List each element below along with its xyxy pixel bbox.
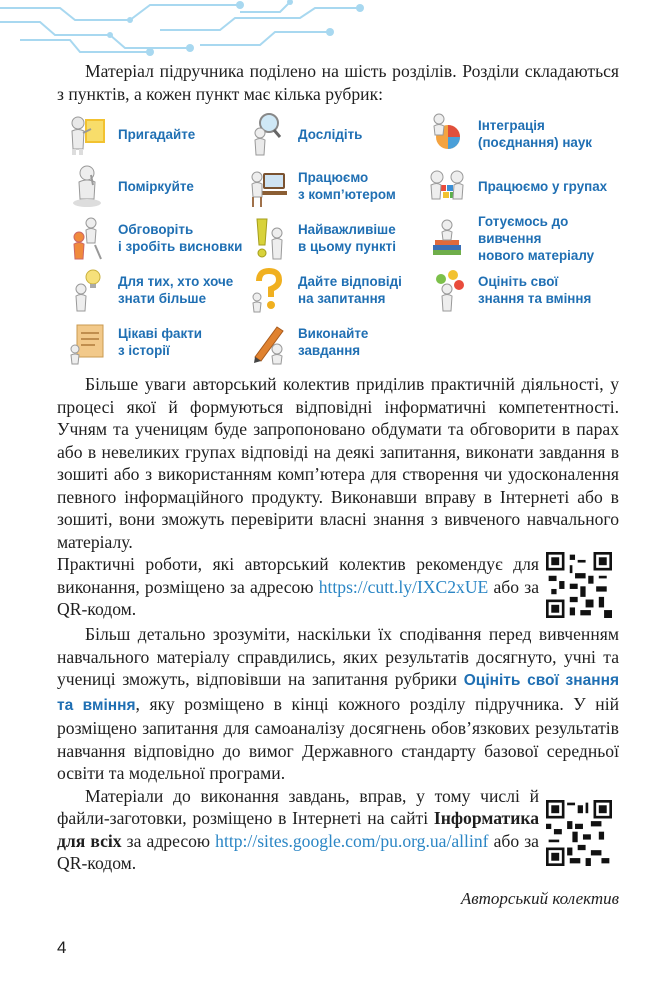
rubric-dlia-tykh: [67, 265, 233, 315]
rubric-tsikavi-fakty: [67, 317, 202, 367]
rubric-doslidit: [247, 109, 362, 159]
practice-link-pre: Практичні роботи, які авторський колектив рекомендує для виконання, розміщено за адресою: [57, 554, 539, 597]
rubric-daite-vidpovidi: [247, 265, 402, 315]
evaluation-pre: Більш детально зрозуміти, наскільки їх сподівання перед вивченням навчального матеріалу справдились, яких результатів досягнуто, учні та учениці зможуть, відповівши на запитання рубрики: [57, 624, 619, 689]
rubric-intehratsiia: [427, 109, 592, 159]
rubric-label: Інтеграція (поєднання) наук: [478, 118, 593, 150]
circuit-decoration: [0, 0, 668, 60]
book-pointing-person-icon: [67, 111, 109, 157]
group-work-icon: [427, 163, 469, 209]
evaluation-post: , яку розміщено в кінці кожного розділу підручника. У ній розміщено запитання для самоаналізу досягнень обов’язкових результатів навчання відповідно до вимог Державного стандарту базової середньої освіти та модельної програми.: [57, 693, 620, 783]
thinking-person-icon: [67, 163, 109, 209]
evaluation-rubric-name: Оцініть свої знання та вміння: [57, 672, 619, 714]
rubric-pratsiuiemo-u-hrupakh: [427, 161, 607, 211]
computer-person-icon: [247, 163, 289, 209]
pencil-task-icon: [247, 319, 289, 365]
lightbulb-person-icon: [67, 267, 109, 313]
materials-paragraph-block: [57, 785, 619, 875]
practice-link[interactable]: https://cutt.ly/IXC2xUE: [318, 576, 489, 597]
rubric-label: Обговоріть і зробіть висновки: [118, 222, 243, 254]
rubric-label: Поміркуйте: [118, 178, 194, 194]
rubric-obhovorit: [67, 213, 242, 263]
rubric-label: Працюємо з комп’ютером: [298, 170, 396, 202]
materials-mid: за адресою: [121, 830, 216, 851]
qr-code-practice[interactable]: [546, 552, 612, 618]
rubric-label: Оцініть свої знання та вміння: [478, 274, 592, 306]
rubric-label: Цікаві факти з історії: [118, 326, 202, 358]
signature: Авторський колектив: [460, 889, 619, 908]
magnifier-person-icon: [247, 111, 289, 157]
materials-site-name: Інформатика для всіх: [57, 808, 539, 851]
rubric-label: Дайте відповіді на запитання: [298, 274, 402, 306]
rubric-label: Найважливіше в цьому пункті: [298, 222, 396, 254]
rubric-label: Пригадайте: [118, 126, 196, 142]
rubric-naivazhlyvishe: [247, 213, 396, 263]
rubric-legend: [57, 109, 619, 371]
practice-text: Більше уваги авторський колектив приділив практичній діяльності, у процесі якої й формуються відповідні інформатичні компетентності. Учням та ученицям буде запропоновано обдумати та обговорити в парах або в невеликих групах відповіді на деякі запитання, виконати завдання в зошиті або з використанням комп’ютера для створення чи удосконалення певного інформаційного продукту. Виконавши вправу в Інтернеті або в зошиті, вони зможуть перевірити власні знання з вивченого навчального матеріалу.: [57, 374, 619, 552]
rubric-otsinit: [427, 265, 591, 315]
intro-paragraph: Матеріал підручника поділено на шість розділів. Розділи складаються з пунктів, а кожен пункт має кілька рубрик:: [57, 61, 619, 104]
books-person-icon: [427, 215, 469, 261]
practice-paragraph: [57, 373, 619, 553]
materials-paragraph: [57, 785, 619, 875]
practice-link-paragraph: [57, 553, 619, 621]
rubric-pratsiuiemo-z-kompiuterom: [247, 161, 396, 211]
materials-pre: Матеріали до виконання завдань, вправ, у тому числі й файли-заготовки, розміщено в Інтернеті на сайті: [57, 785, 539, 828]
rubric-label: Працюємо у групах: [478, 178, 608, 194]
rubric-pomirkuite: [67, 161, 194, 211]
scroll-history-icon: [67, 319, 109, 365]
rubric-pryhadaite: [67, 109, 195, 159]
rubric-label: Готуємось до вивчення нового матеріалу: [478, 213, 595, 263]
rubric-label: Для тих, хто хоче знати більше: [118, 274, 234, 306]
page-number: 4: [57, 938, 67, 957]
evaluation-paragraph: [57, 623, 619, 785]
materials-post: або за QR-кодом.: [57, 830, 539, 873]
rubric-hotuiemos: [427, 213, 619, 263]
question-mark-person-icon: [247, 267, 289, 313]
rubric-label: Виконайте завдання: [298, 326, 369, 358]
discussion-icon: [67, 215, 109, 261]
rubric-label: Дослідіть: [298, 126, 363, 142]
qr-code-materials[interactable]: [546, 800, 612, 866]
materials-link[interactable]: http://sites.google.com/pu.org.ua/allinf: [215, 830, 489, 851]
rubric-vykonaite-zavdannia: [247, 317, 368, 367]
evaluation-icon: [427, 267, 469, 313]
practice-paragraph-block: [57, 373, 619, 623]
science-integration-icon: [427, 111, 469, 157]
exclamation-person-icon: [247, 215, 289, 261]
practice-link-post: або за QR-кодом.: [57, 576, 539, 619]
